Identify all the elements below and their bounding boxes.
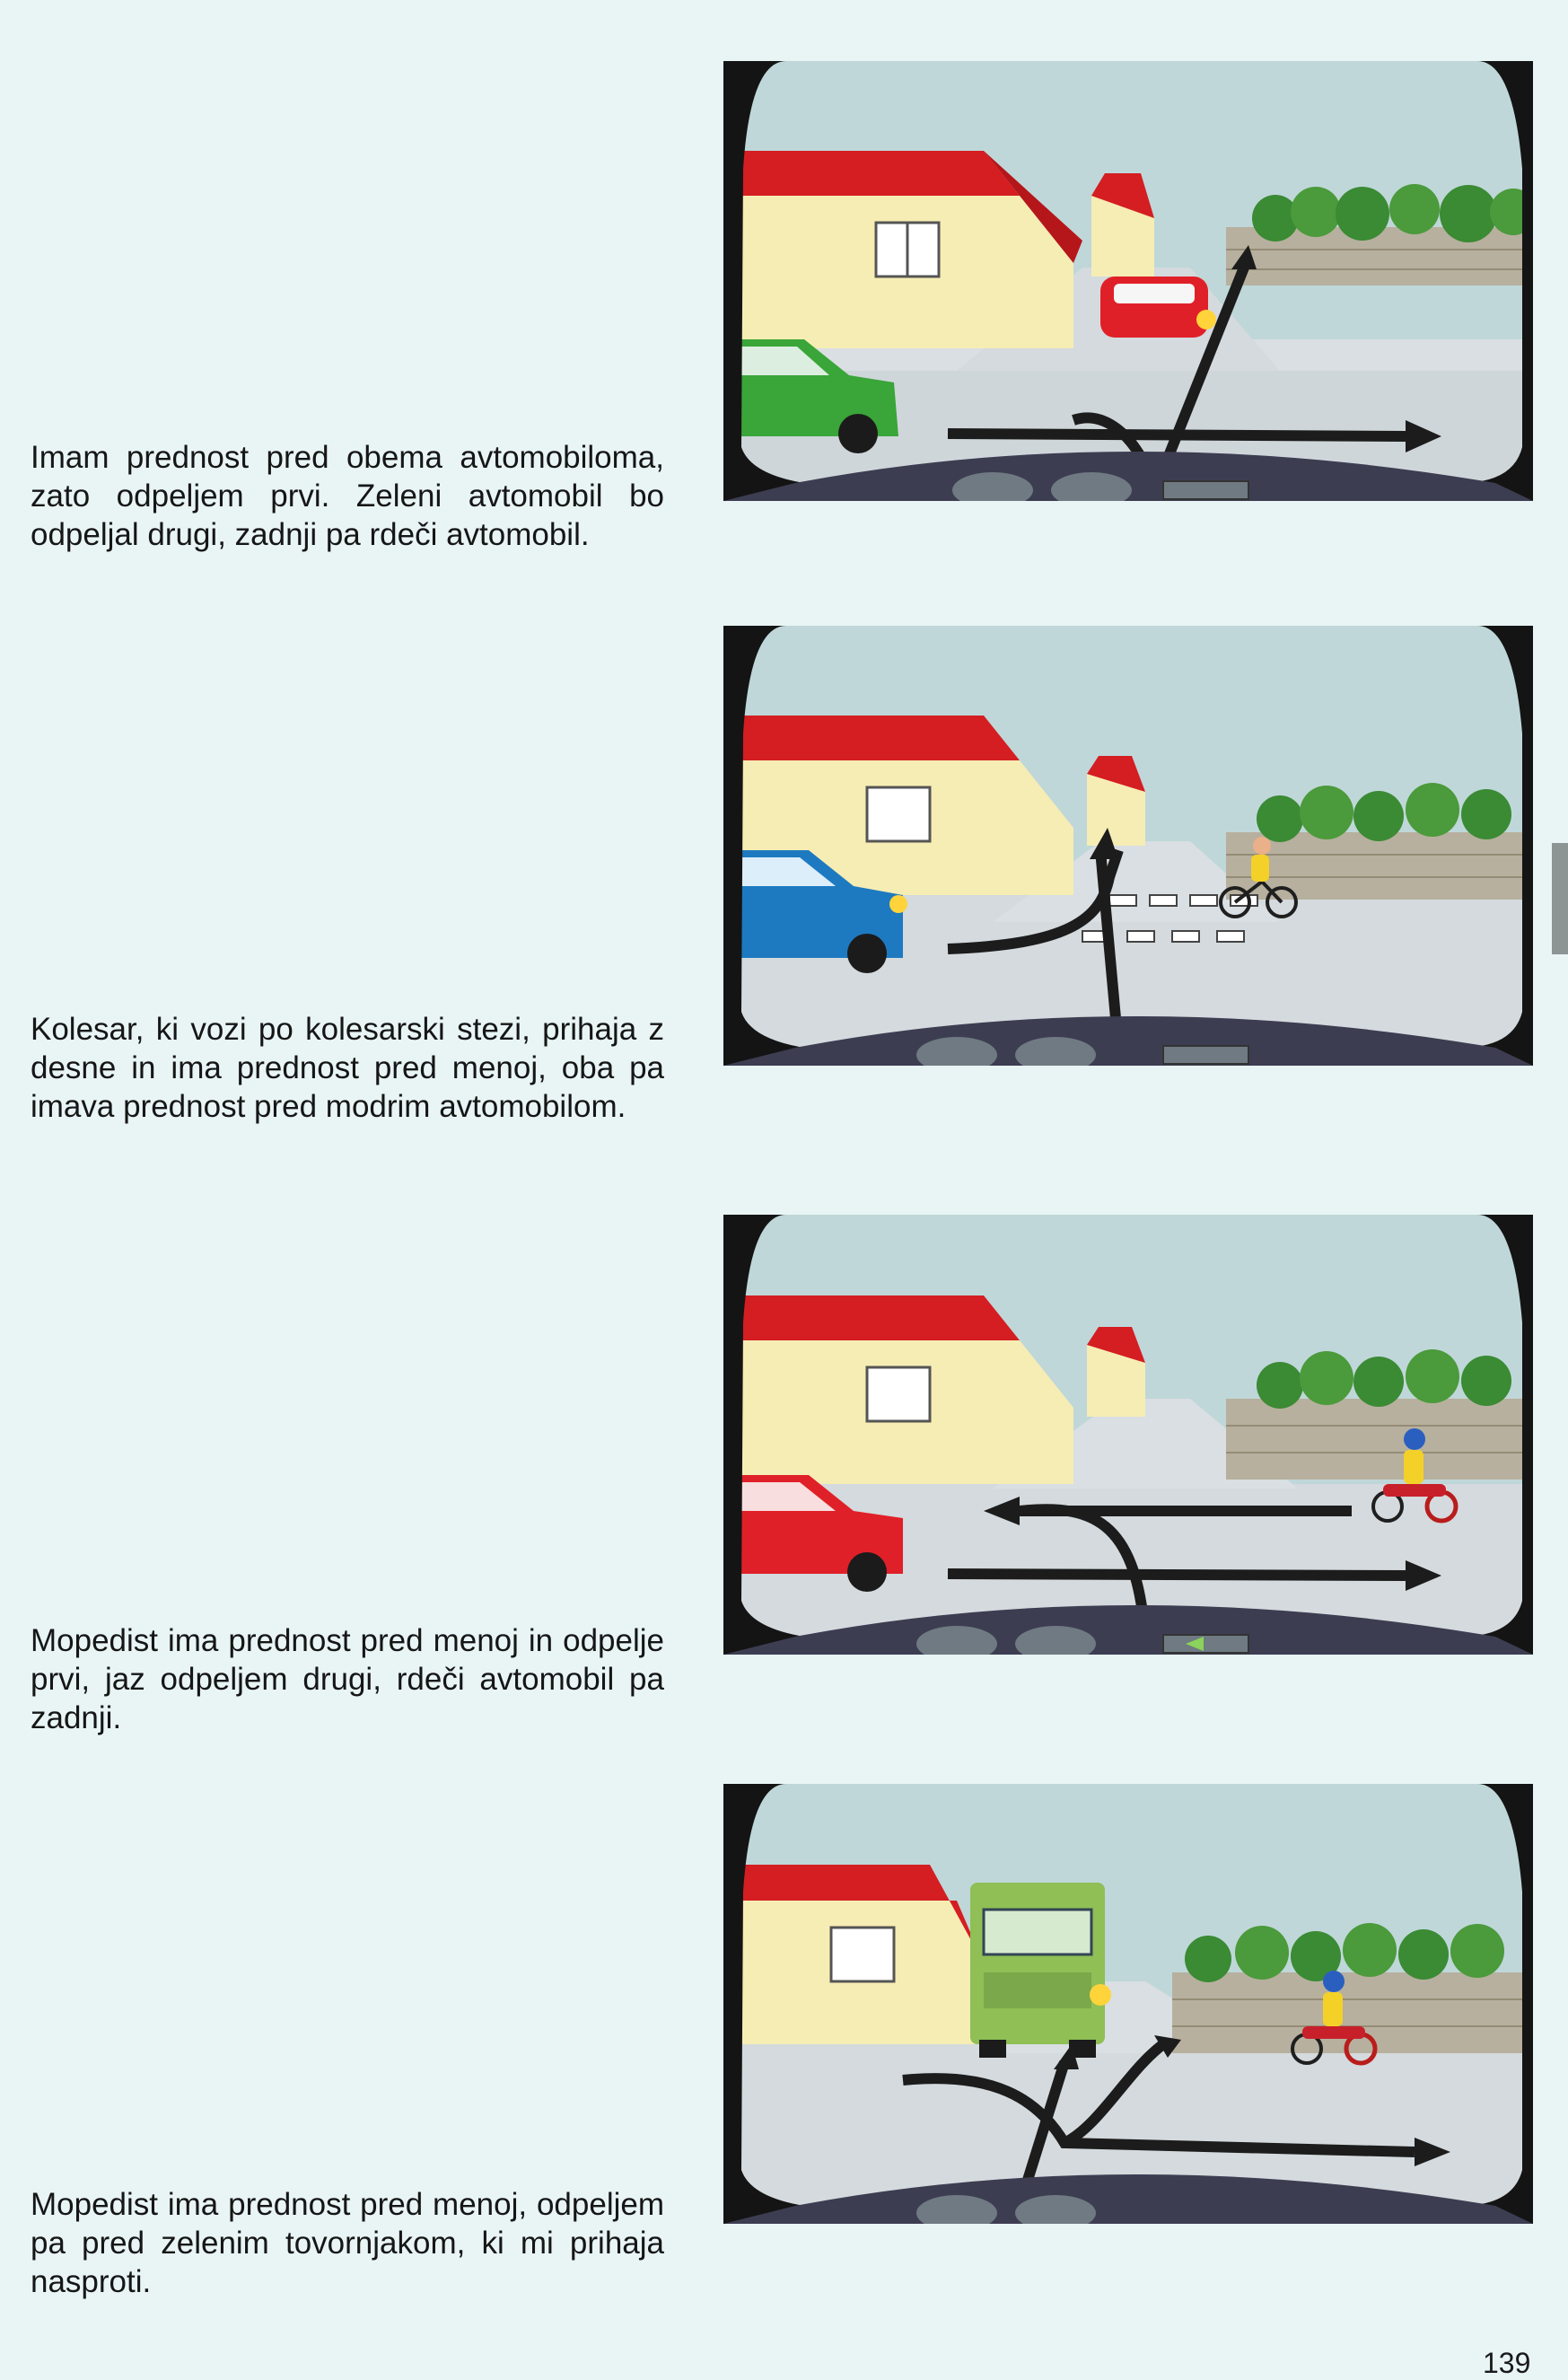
red-car	[1100, 277, 1216, 338]
scene-1-drawing	[723, 61, 1533, 501]
page-number: 139	[1483, 2347, 1531, 2379]
scene-3-caption: Mopedist ima prednost pred menoj in odpelje prvi, jaz odpeljem drugi, rdeči avtomobil pa zadnji.	[31, 1623, 664, 1735]
scene-3-drawing	[723, 1215, 1533, 1655]
garden-wall	[1226, 1399, 1533, 1480]
scene-4-drawing	[723, 1784, 1533, 2224]
section-tab-marker	[1552, 843, 1568, 954]
scene-4-illustration	[723, 1784, 1533, 2224]
scene-3-illustration	[723, 1215, 1533, 1655]
scene-2-caption: Kolesar, ki vozi po kolesarski stezi, prihaja z desne in ima prednost pred menoj, oba pa imava prednost pred modrim avtomobilom.	[31, 1012, 664, 1124]
scene-1-caption: Imam prednost pred obema avtomobiloma, zato odpeljem prvi. Zeleni avtomobil bo odpeljal drugi, zadnji pa rdeči avtomobil.	[31, 440, 664, 552]
scene-2-drawing	[723, 626, 1533, 1066]
scene-2-illustration	[723, 626, 1533, 1066]
scene-4-caption: Mopedist ima prednost pred menoj, odpeljem pa pred zelenim tovornjakom, ki mi prihaja nasproti.	[31, 2187, 664, 2299]
garden-wall	[1172, 1972, 1533, 2053]
scene-1-illustration	[723, 61, 1533, 501]
green-truck	[970, 1883, 1111, 2058]
